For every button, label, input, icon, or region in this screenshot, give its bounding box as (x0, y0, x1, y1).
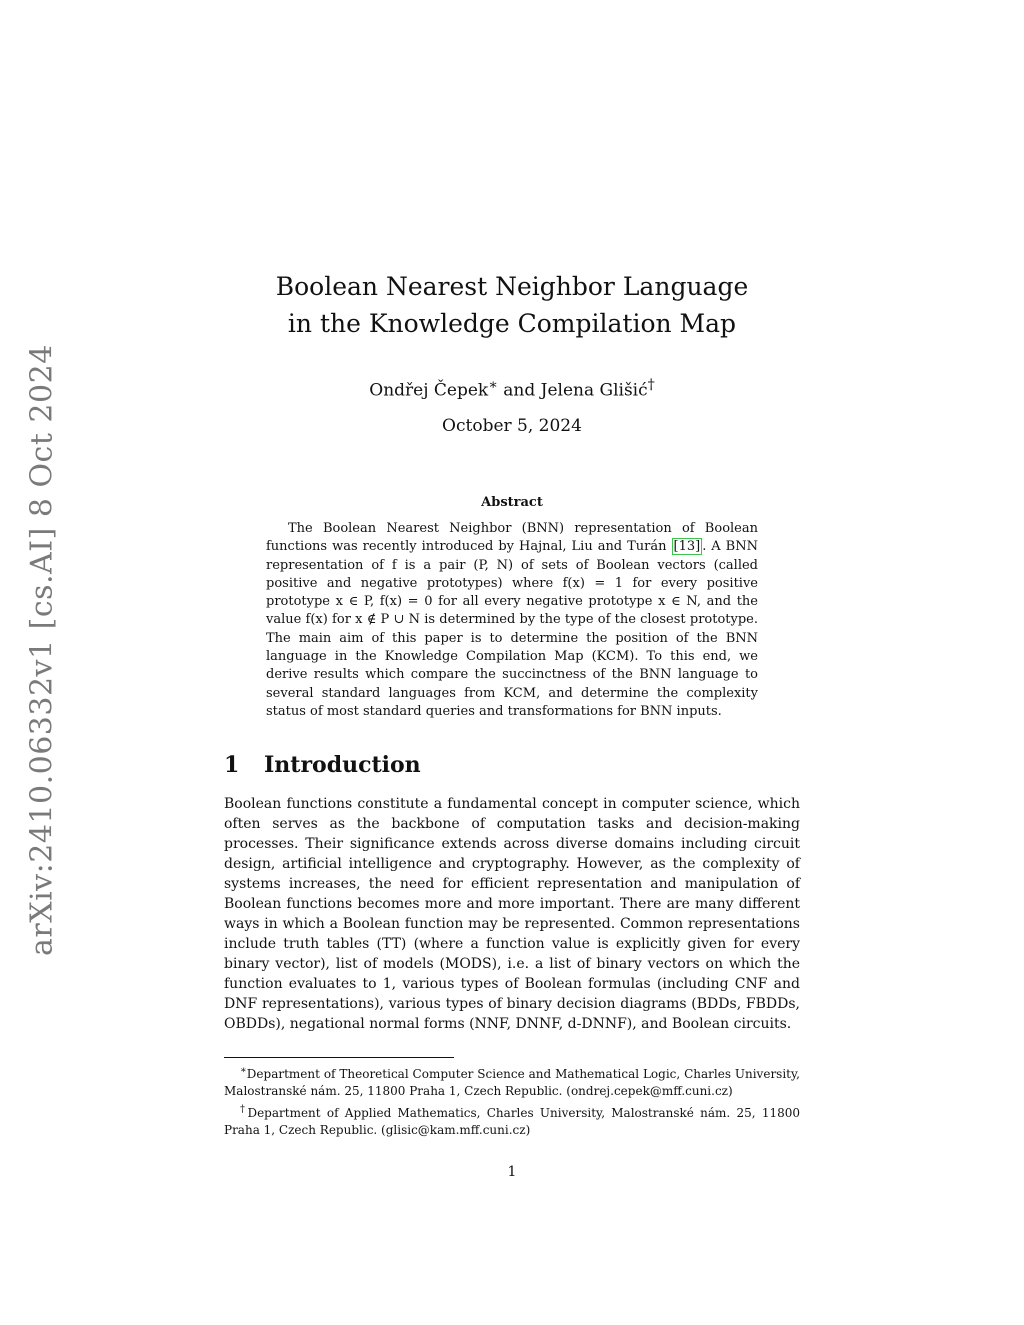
footnote-item (224, 1062, 800, 1100)
footnote-marker: ∗ (488, 377, 498, 393)
footnote-item (224, 1101, 800, 1139)
abstract-text: The Boolean Nearest Neighbor (BNN) representation of Boolean functions was recently introduced by Hajnal, Liu and Turán (266, 521, 758, 555)
abstract-body (266, 520, 758, 721)
footnotes (224, 1062, 800, 1140)
author-list (224, 372, 800, 404)
title-line-1: Boolean Nearest Neighbor Language (275, 272, 749, 301)
footnote-marker: ∗ (240, 1065, 247, 1076)
title-line-2: in the Knowledge Compilation Map (287, 309, 737, 338)
section-title: Introduction (264, 752, 421, 778)
abstract-paragraph (266, 520, 758, 721)
footnote-text: Department of Theoretical Computer Science and Mathematical Logic, Charles University, Malostranské nám. 25, 11800 Praha 1, Czech Republic. (ondrej.cepek@mff.cuni.cz) (224, 1067, 800, 1098)
abstract-text: . A BNN representation of f is a pair (P, N) of sets of Boolean vectors (called positive and negative prototypes) where f(x) = 1 for every positive prototype x ∈ P, f(x) = 0 for all every negative prototype x ∈ N, and the value f(x) for x ∉ P ∪ N is determined by the type of the closest prototype. The main aim of this paper is to determine the position of the BNN language in the Knowledge Compilation Map (KCM). To this end, we derive results which compare the succinctness of the BNN language to several standard languages from KCM, and determine the complexity status of most standard queries and transformations for BNN inputs. (266, 539, 758, 719)
author-name: Ondřej Čepek (369, 380, 489, 401)
paper-title (224, 268, 800, 342)
footnote-text: Department of Applied Mathematics, Charles University, Malostranské nám. 25, 11800 Praha 1, Czech Republic. (glisic@kam.mff.cuni.cz) (224, 1106, 801, 1137)
arxiv-identifier: arXiv:2410.06332v1 [cs.AI] 8 Oct 2024 (24, 344, 60, 956)
section-number: 1 (224, 752, 240, 778)
author-name: Jelena Glišić (540, 380, 648, 401)
footnote-marker: † (647, 377, 655, 393)
abstract-heading: Abstract (481, 495, 543, 510)
footnote-rule (224, 1057, 454, 1058)
section-heading (224, 749, 800, 781)
author-separator: and (497, 380, 541, 401)
citation-link[interactable]: [13] (673, 539, 701, 555)
paper-date: October 5, 2024 (442, 416, 582, 436)
introduction-body (224, 794, 800, 1034)
page-number: 1 (507, 1164, 517, 1180)
footnote-marker: † (240, 1104, 248, 1115)
body-paragraph: Boolean functions constitute a fundamental concept in computer science, which often serves as the backbone of computation tasks and decision-making processes. Their significance extends across diverse domains including circuit design, artificial intelligence and cryptography. However, as the complexity of systems increases, the need for efficient representation and manipulation of Boolean functions becomes more and more important. There are many different ways in which a Boolean function may be represented. Common representations include truth tables (TT) (where a function value is explicitly given for every binary vector), list of models (MODS), i.e. a list of binary vectors on which the function evaluates to 1, various types of Boolean formulas (including CNF and DNF representations), various types of binary decision diagrams (BDDs, FBDDs, OBDDs), negational normal forms (NNF, DNNF, d-DNNF), and Boolean circuits. (224, 796, 800, 1032)
